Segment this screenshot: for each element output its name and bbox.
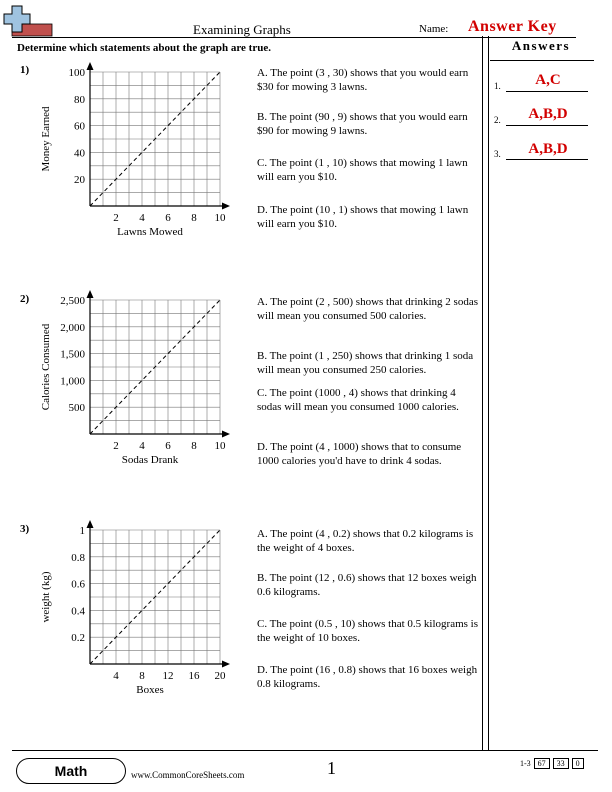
header-rule [12,37,474,38]
x-axis-arrow [222,203,230,210]
x-tick-label: 8 [191,212,197,224]
y-tick-label: 100 [68,67,85,79]
y-axis-label: weight (kg) [40,571,52,623]
answer-column-border [482,36,483,750]
statement-c: C. The point (1 , 10) shows that mowing 1 lawn will earn you $10. [257,157,468,183]
stat-box: 67 [534,758,550,769]
page-number: 1 [327,758,336,778]
y-tick-label: 2,000 [60,321,85,334]
y-tick-label: 40 [74,147,85,160]
score-stats [520,758,584,769]
y-tick-label: 1,500 [60,348,85,361]
answers-heading: Answers [511,38,571,53]
y-tick-label: 80 [74,93,85,106]
y-tick-label: 0.8 [71,551,85,564]
x-axis-arrow [222,661,230,668]
y-tick-label: 60 [74,120,85,133]
x-tick-label: 4 [139,212,145,224]
problem-number: 3) [20,523,30,535]
answer-number: 1. [494,81,501,91]
problem-number: 1) [20,64,30,76]
x-tick-label: 8 [139,670,145,682]
statement-b: B. The point (12 , 0.6) shows that 12 boxes weigh 0.6 kilograms. [257,572,477,598]
answer-number: 3. [494,149,501,159]
answer-column-border [488,36,489,750]
x-axis-label: Boxes [136,684,164,696]
answer-line [506,125,588,126]
statement-d: D. The point (4 , 1000) shows that to consume 1000 calories you'd have to drink 4 sodas. [257,441,462,467]
instructions: Determine which statements about the graph are true. [17,42,271,54]
x-tick-label: 4 [139,440,145,452]
name-label: Name: [419,23,449,35]
x-tick-label: 4 [113,670,119,682]
problem-number: 2) [20,293,30,305]
stat-box: 33 [553,758,569,769]
graph-3 [0,518,250,708]
x-tick-label: 10 [214,440,226,452]
statement-a: A. The point (3 , 30) shows that you would earn $30 for mowing 3 lawns. [257,67,469,93]
plus-logo-icon [2,4,54,38]
x-tick-label: 8 [191,440,197,452]
y-tick-label: 0.2 [71,632,85,645]
statement-d: D. The point (16 , 0.8) shows that 16 boxes weigh 0.8 kilograms. [257,664,478,690]
x-tick-label: 6 [165,212,171,224]
answer-value: A,B,D [528,141,568,157]
x-tick-label: 12 [162,670,174,682]
y-tick-label: 1 [79,525,85,537]
x-tick-label: 10 [214,212,226,224]
statement-d: D. The point (10 , 1) shows that mowing 1 lawn will earn you $10. [257,204,469,230]
y-tick-label: 0.4 [71,605,85,618]
worksheet-title: Examining Graphs [193,22,291,37]
y-tick-label: 2,500 [60,295,85,307]
subject-badge: Math [16,758,126,784]
x-axis-arrow [222,431,230,438]
x-tick-label: 6 [165,440,171,452]
y-tick-label: 500 [68,402,85,415]
site-url: www.CommonCoreSheets.com [131,770,245,780]
statement-c: C. The point (0.5 , 10) shows that 0.5 kilograms is the weight of 10 boxes. [257,618,479,644]
graph-2 [0,288,250,478]
y-axis-arrow [87,290,94,298]
footer-rule [12,750,598,751]
y-axis-arrow [87,62,94,70]
x-axis-label: Lawns Mowed [117,226,183,238]
graph-1 [0,60,250,250]
statement-a: A. The point (4 , 0.2) shows that 0.2 kilograms is the weight of 4 boxes. [257,528,474,554]
y-axis-label: Money Earned [40,106,52,172]
statement-a: A. The point (2 , 500) shows that drinking 2 sodas will mean you consumed 500 calories. [257,296,479,322]
x-tick-label: 20 [214,670,226,682]
answer-line [506,159,588,160]
answers-heading-rule [490,60,594,61]
stat-box: 0 [572,758,584,769]
x-tick-label: 16 [188,670,200,682]
x-axis-label: Sodas Drank [121,454,179,466]
y-axis-arrow [87,520,94,528]
answer-value: A,B,D [528,106,568,122]
statement-c: C. The point (1000 , 4) shows that drinking 4 sodas will mean you consumed 1000 calories. [257,387,459,413]
answer-key-label: Answer Key [468,18,557,35]
problem-range: 1-3 [520,759,531,768]
answer-value: A,C [535,72,561,88]
x-tick-label: 2 [113,212,119,224]
answer-line [506,91,588,92]
statement-b: B. The point (1 , 250) shows that drinking 1 soda will mean you consumed 250 calories. [257,350,474,376]
y-tick-label: 20 [74,174,85,187]
y-axis-label: Calories Consumed [40,323,52,411]
y-tick-label: 1,000 [60,375,85,388]
statement-b: B. The point (90 , 9) shows that you would earn $90 for mowing 9 lawns. [257,111,468,137]
answer-number: 2. [494,115,501,125]
y-tick-label: 0.6 [71,578,85,591]
x-tick-label: 2 [113,440,119,452]
